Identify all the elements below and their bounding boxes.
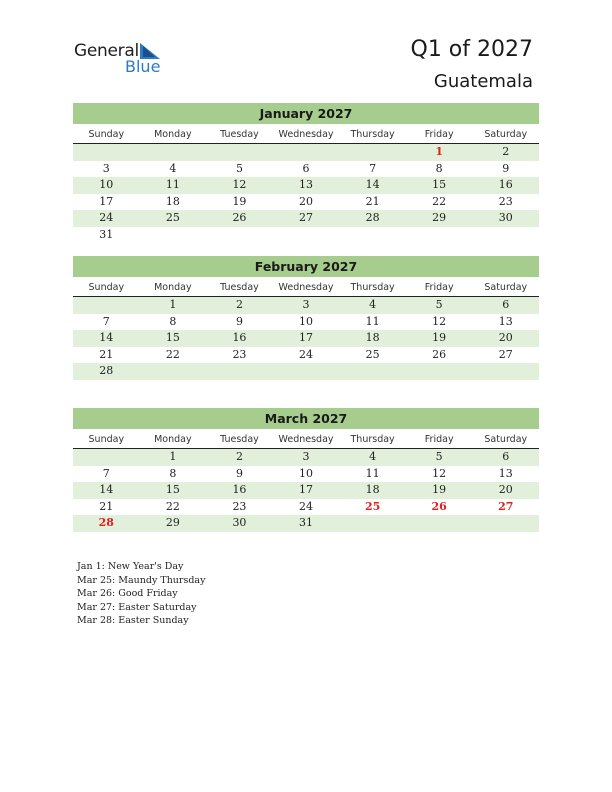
day-cell: 27 [299, 211, 314, 224]
day-cell: 14 [365, 178, 380, 191]
day-cell: 27 [498, 347, 513, 361]
week-row [73, 482, 539, 499]
day-cell: 10 [299, 466, 314, 480]
day-cell: 22 [165, 347, 180, 361]
weekday-label: Sunday [88, 282, 125, 293]
weekday-label: Wednesday [278, 282, 334, 293]
holiday-note: Jan 1: New Year's Day [77, 561, 184, 572]
day-cell [339, 363, 406, 380]
day-cell [273, 227, 340, 244]
day-cell: 28 [365, 211, 380, 224]
weekday-label: Friday [424, 282, 454, 293]
day-cell: 24 [99, 211, 114, 224]
day-cell: 8 [169, 314, 177, 328]
weekday-label: Friday [424, 129, 454, 140]
day-cell: 15 [165, 483, 180, 496]
day-cell: 11 [165, 178, 180, 191]
day-cell: 16 [232, 483, 247, 496]
day-cell: 25 [165, 211, 180, 224]
day-cell: 29 [432, 211, 447, 224]
day-cell: 18 [165, 194, 180, 208]
day-cell: 5 [435, 298, 443, 311]
holiday-note: Mar 26: Good Friday [77, 588, 178, 599]
week-row [73, 194, 539, 211]
holiday-notes [77, 560, 205, 628]
page-title: Q1 of 2027 [410, 37, 533, 62]
holiday-note: Mar 28: Easter Sunday [77, 615, 189, 626]
day-cell: 18 [365, 483, 380, 496]
weekday-label: Saturday [484, 434, 528, 445]
country-name: Guatemala [433, 71, 533, 92]
week-row [73, 449, 539, 466]
holiday-day-cell: 25 [364, 499, 381, 513]
day-cell: 2 [235, 450, 243, 463]
day-cell: 3 [102, 161, 110, 175]
day-cell: 20 [498, 331, 513, 344]
day-cell: 12 [232, 178, 247, 191]
holiday-note: Mar 27: Easter Saturday [77, 601, 197, 613]
day-cell: 18 [365, 331, 380, 344]
day-cell: 21 [99, 347, 114, 361]
day-cell: 31 [299, 516, 314, 529]
day-cell: 5 [435, 450, 443, 463]
day-cell [472, 515, 539, 532]
day-cell [406, 227, 473, 244]
day-cell: 6 [502, 298, 510, 311]
day-cell: 26 [432, 347, 447, 361]
day-cell [472, 227, 539, 244]
day-cell: 3 [302, 450, 310, 463]
weekday-label: Sunday [88, 129, 125, 140]
day-cell [339, 144, 406, 161]
day-cell: 20 [299, 194, 314, 208]
day-cell: 15 [432, 178, 447, 191]
day-cell: 1 [169, 450, 177, 463]
day-cell: 23 [232, 499, 247, 513]
day-cell: 12 [432, 466, 447, 480]
day-cell: 9 [502, 161, 510, 175]
day-cell [73, 297, 140, 314]
month-title: March 2027 [73, 408, 539, 429]
day-cell [73, 144, 140, 161]
day-cell: 21 [365, 194, 380, 208]
day-cell [273, 144, 340, 161]
day-cell: 6 [302, 161, 310, 175]
month-title: February 2027 [73, 256, 539, 277]
day-cell [206, 227, 273, 244]
weekday-label: Thursday [350, 434, 395, 445]
weekday-label: Thursday [350, 129, 395, 140]
day-cell: 4 [169, 161, 177, 175]
day-cell: 14 [99, 483, 114, 496]
day-cell: 10 [99, 178, 114, 191]
week-row [73, 466, 539, 483]
weekday-label: Sunday [88, 434, 125, 445]
week-row [73, 210, 539, 227]
week-row [73, 161, 539, 178]
day-cell: 7 [102, 466, 110, 480]
day-cell [472, 363, 539, 380]
weekday-label: Tuesday [220, 434, 259, 445]
month-title: January 2027 [73, 103, 539, 124]
day-cell: 11 [365, 314, 380, 328]
day-cell [206, 363, 273, 380]
week-row [73, 227, 539, 244]
day-cell [140, 227, 207, 244]
day-cell [406, 363, 473, 380]
weekday-label: Thursday [350, 282, 395, 293]
week-row [73, 144, 539, 161]
week-row [73, 297, 539, 314]
day-cell [206, 144, 273, 161]
month-calendar-february [73, 256, 539, 380]
day-cell [339, 227, 406, 244]
holiday-day-cell: 28 [98, 516, 114, 529]
day-cell: 21 [99, 499, 114, 513]
logo-text-blue: Blue [125, 57, 161, 76]
weekday-label: Tuesday [220, 282, 259, 293]
day-cell: 5 [235, 161, 243, 175]
day-cell: 4 [369, 450, 377, 463]
day-cell: 4 [369, 298, 377, 311]
holiday-day-cell: 27 [498, 499, 514, 513]
day-cell [140, 144, 207, 161]
day-cell: 17 [99, 194, 114, 208]
week-row [73, 314, 539, 331]
holiday-day-cell: 1 [435, 145, 443, 158]
day-cell: 8 [169, 466, 177, 480]
day-cell: 19 [232, 194, 247, 208]
month-calendar-january [73, 103, 539, 243]
generalblue-logo [74, 41, 174, 77]
day-cell [273, 363, 340, 380]
weekday-header-row [73, 126, 539, 144]
weekday-label: Monday [154, 129, 192, 140]
logo-text-general: General [74, 41, 139, 61]
day-cell: 3 [302, 298, 310, 311]
day-cell: 22 [165, 499, 180, 513]
day-cell: 8 [435, 161, 443, 175]
weekday-label: Tuesday [220, 129, 259, 140]
day-cell: 9 [235, 466, 243, 480]
week-row [73, 363, 539, 380]
day-cell: 30 [232, 516, 247, 529]
weekday-header-row [73, 279, 539, 297]
day-cell: 22 [432, 194, 447, 208]
day-cell: 13 [498, 466, 513, 480]
weekday-label: Monday [154, 434, 192, 445]
day-cell: 12 [432, 314, 447, 328]
day-cell [406, 515, 473, 532]
day-cell: 26 [232, 211, 247, 224]
day-cell: 2 [502, 145, 510, 158]
weekday-label: Saturday [484, 282, 528, 293]
day-cell: 6 [502, 450, 510, 463]
day-cell: 20 [498, 483, 513, 496]
weekday-header-row [73, 431, 539, 449]
day-cell: 28 [99, 364, 114, 377]
day-cell [140, 363, 207, 380]
week-row [73, 347, 539, 364]
day-cell: 16 [498, 178, 513, 191]
holiday-day-cell: 26 [431, 499, 447, 513]
day-cell: 15 [165, 331, 180, 344]
weekday-label: Saturday [484, 129, 528, 140]
weekday-label: Friday [424, 434, 454, 445]
day-cell [339, 515, 406, 532]
day-cell: 30 [498, 211, 513, 224]
day-cell: 17 [299, 331, 314, 344]
day-cell: 2 [235, 298, 243, 311]
weekday-label: Monday [154, 282, 192, 293]
day-cell: 31 [99, 227, 114, 241]
day-cell: 24 [299, 499, 314, 513]
day-cell: 9 [235, 314, 243, 328]
day-cell [73, 449, 140, 466]
day-cell: 17 [299, 483, 314, 496]
day-cell: 29 [165, 516, 180, 529]
day-cell: 23 [232, 347, 247, 361]
day-cell: 25 [365, 347, 380, 361]
day-cell: 7 [102, 314, 110, 328]
day-cell: 23 [498, 194, 513, 208]
week-row [73, 499, 539, 516]
day-cell: 24 [299, 347, 314, 361]
day-cell: 11 [365, 466, 380, 480]
week-row [73, 515, 539, 532]
day-cell: 19 [432, 331, 447, 344]
weekday-label: Wednesday [278, 129, 334, 140]
weekday-label: Wednesday [278, 434, 334, 445]
month-calendar-march [73, 408, 539, 532]
day-cell: 16 [232, 331, 247, 344]
day-cell: 1 [169, 298, 177, 311]
week-row [73, 330, 539, 347]
week-row [73, 177, 539, 194]
day-cell: 13 [299, 178, 314, 191]
day-cell: 14 [99, 331, 114, 344]
day-cell: 10 [299, 314, 314, 328]
holiday-note: Mar 25: Maundy Thursday [77, 574, 206, 586]
day-cell: 7 [369, 161, 377, 175]
day-cell: 19 [432, 483, 447, 496]
day-cell: 13 [498, 314, 513, 328]
